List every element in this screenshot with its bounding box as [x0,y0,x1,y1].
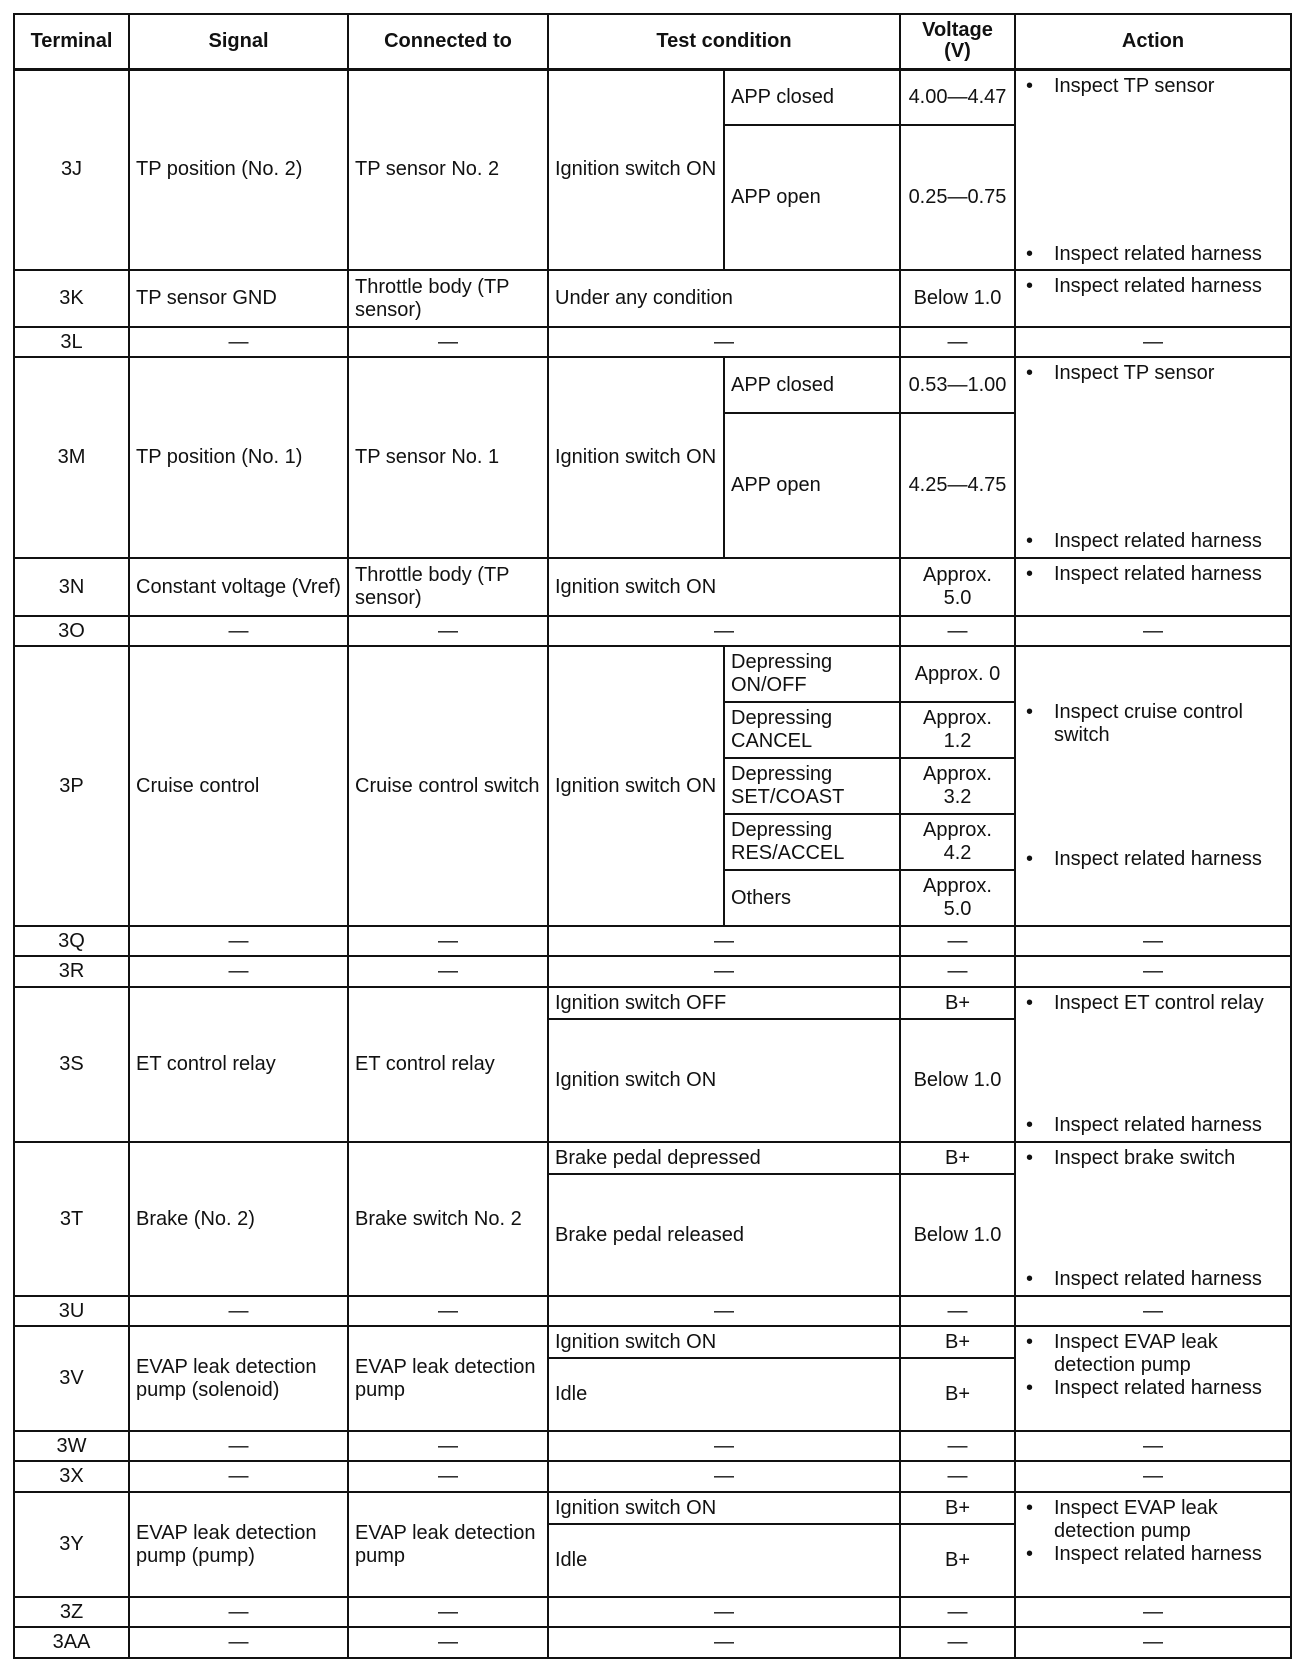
action-item [1022,530,1284,553]
action-cell: — [1015,1461,1291,1492]
signal-cell: — [129,956,348,987]
signal-cell: — [129,327,348,357]
action-list [1022,1497,1284,1592]
bullet-icon: • [1026,362,1034,384]
test-condition: — [548,956,900,987]
voltage-cell: Below 1.0 [900,1174,1015,1296]
test-condition-sub: Depressing SET/COAST [724,758,900,814]
connected-to-cell: — [348,1461,548,1492]
action-cell: — [1015,956,1291,987]
bullet-icon: • [1026,242,1034,265]
action-cell: — [1015,616,1291,646]
action-text: Inspect cruise control switch [1054,701,1243,747]
terminal-cell: 3Q [14,926,129,956]
terminal-cell: 3T [14,1142,129,1296]
terminal-cell: 3V [14,1326,129,1431]
test-condition: — [548,926,900,956]
terminal-cell: 3L [14,327,129,357]
test-condition: Ignition switch ON [548,558,900,616]
connected-to-cell: Throttle body (TP sensor) [348,558,548,616]
connected-to-cell: — [348,956,548,987]
test-condition-sub: APP open [724,413,900,558]
terminal-cell: 3Z [14,1597,129,1627]
action-cell [1015,1326,1291,1431]
voltage-cell: B+ [900,1358,1015,1431]
action-cell: — [1015,1296,1291,1326]
connected-to-cell: — [348,616,548,646]
voltage-cell: 4.25—4.75 [900,413,1015,558]
action-cell [1015,1492,1291,1597]
bullet-icon: • [1026,1114,1034,1136]
connected-to-cell: TP sensor No. 2 [348,69,548,270]
bullet-icon: • [1026,275,1034,297]
action-cell [1015,270,1291,327]
test-condition: Ignition switch ON [548,1326,900,1358]
voltage-cell: Approx. 0 [900,646,1015,702]
table-row [14,987,1291,1019]
terminal-cell: 3O [14,616,129,646]
table-row [14,1627,1291,1658]
signal-cell: EVAP leak detection pump (pump) [129,1492,348,1597]
action-item [1022,1331,1284,1377]
header-terminal: Terminal [14,14,129,69]
terminal-cell: 3AA [14,1627,129,1658]
test-condition: — [548,1461,900,1492]
connected-to-cell: Cruise control switch [348,646,548,926]
voltage-cell: B+ [900,1326,1015,1358]
signal-cell: ET control relay [129,987,348,1142]
action-text: Inspect TP sensor [1054,74,1215,97]
bullet-icon: • [1026,1543,1034,1565]
signal-cell: — [129,1627,348,1658]
bullet-icon: • [1026,74,1034,97]
action-cell [1015,357,1291,558]
action-list [1022,651,1284,921]
connected-to-cell: TP sensor No. 1 [348,357,548,558]
action-list [1022,1331,1284,1426]
bullet-icon: • [1026,530,1034,552]
bullet-icon: • [1026,847,1034,870]
action-cell [1015,69,1291,270]
test-condition-main: Ignition switch ON [548,646,724,926]
action-cell: — [1015,327,1291,357]
terminal-cell: 3P [14,646,129,926]
voltage-cell: — [900,1431,1015,1461]
header-action: Action [1015,14,1291,69]
table-row [14,327,1291,357]
voltage-cell: B+ [900,1492,1015,1524]
action-list [1022,992,1284,1137]
terminal-cell: 3X [14,1461,129,1492]
action-list [1022,362,1284,553]
voltage-cell: Approx. 4.2 [900,814,1015,870]
action-cell: — [1015,1627,1291,1658]
table-row [14,956,1291,987]
voltage-cell: B+ [900,1524,1015,1597]
voltage-cell: Approx. 5.0 [900,558,1015,616]
header-signal: Signal [129,14,348,69]
terminal-cell: 3M [14,357,129,558]
action-item [1022,1497,1284,1543]
terminal-cell: 3S [14,987,129,1142]
test-condition-sub: Depressing CANCEL [724,702,900,758]
test-condition: Under any condition [548,270,900,327]
voltage-cell: 0.25—0.75 [900,125,1015,270]
voltage-cell: — [900,1296,1015,1326]
action-item [1022,1543,1284,1566]
action-item [1022,848,1284,871]
table-row [14,926,1291,956]
connected-to-cell: — [348,1296,548,1326]
table-row [14,69,1291,125]
action-text: Inspect ET control relay [1054,992,1264,1014]
test-condition: — [548,1627,900,1658]
test-condition: Ignition switch ON [548,1492,900,1524]
action-text: Inspect related harness [1054,1543,1262,1565]
action-cell [1015,987,1291,1142]
action-text: Inspect related harness [1054,563,1262,585]
terminal-cell: 3N [14,558,129,616]
action-item [1022,362,1284,385]
table-row [14,1431,1291,1461]
signal-cell: — [129,926,348,956]
action-item [1022,275,1284,298]
connected-to-cell: Brake switch No. 2 [348,1142,548,1296]
test-condition: Ignition switch ON [548,1019,900,1142]
voltage-cell: — [900,1461,1015,1492]
terminal-cell: 3Y [14,1492,129,1597]
test-condition: Idle [548,1358,900,1431]
action-text: Inspect related harness [1054,242,1262,265]
header-connected-to: Connected to [348,14,548,69]
test-condition: Idle [548,1524,900,1597]
action-text: Inspect related harness [1054,847,1262,870]
voltage-cell: Below 1.0 [900,270,1015,327]
signal-cell: — [129,1431,348,1461]
action-text: Inspect related harness [1054,1114,1262,1136]
signal-cell: — [129,1296,348,1326]
test-condition: Ignition switch OFF [548,987,900,1019]
connected-to-cell: — [348,1597,548,1627]
test-condition-main: Ignition switch ON [548,357,724,558]
test-condition-sub: APP closed [724,357,900,413]
table-row [14,1492,1291,1524]
voltage-cell: 4.00—4.47 [900,69,1015,125]
test-condition: Brake pedal depressed [548,1142,900,1174]
action-list [1022,275,1284,322]
test-condition: — [548,327,900,357]
table-row [14,1461,1291,1492]
header-test-condition: Test condition [548,14,900,69]
action-text: Inspect brake switch [1054,1147,1236,1169]
signal-cell: Brake (No. 2) [129,1142,348,1296]
signal-cell: — [129,1461,348,1492]
signal-cell: EVAP leak detection pump (solenoid) [129,1326,348,1431]
signal-cell: TP position (No. 1) [129,357,348,558]
voltage-cell: — [900,327,1015,357]
table-row [14,558,1291,616]
connected-to-cell: ET control relay [348,987,548,1142]
action-item [1022,75,1284,98]
action-list [1022,563,1284,611]
terminal-cell: 3R [14,956,129,987]
connected-to-cell: — [348,327,548,357]
voltage-cell: B+ [900,987,1015,1019]
terminal-table [13,13,1292,1659]
action-text: Inspect related harness [1054,1377,1262,1399]
action-item [1022,243,1284,266]
table-row [14,270,1291,327]
connected-to-cell: EVAP leak detection pump [348,1492,548,1597]
action-text: Inspect EVAP leak detection pump [1054,1497,1218,1542]
action-item [1022,1268,1284,1291]
action-text: Inspect EVAP leak detection pump [1054,1331,1218,1376]
table-row [14,1326,1291,1358]
bullet-icon: • [1026,1268,1034,1290]
voltage-cell: Approx. 3.2 [900,758,1015,814]
test-condition: — [548,1431,900,1461]
action-cell [1015,1142,1291,1296]
signal-cell: TP sensor GND [129,270,348,327]
action-item [1022,1377,1284,1400]
test-condition-main: Ignition switch ON [548,69,724,270]
terminal-cell: 3K [14,270,129,327]
test-condition-sub: Depressing ON/OFF [724,646,900,702]
voltage-cell: — [900,616,1015,646]
table-row [14,616,1291,646]
action-item [1022,563,1284,586]
action-text: Inspect related harness [1054,1268,1262,1290]
signal-cell: Constant voltage (Vref) [129,558,348,616]
bullet-icon: • [1026,563,1034,585]
action-list [1022,75,1284,266]
test-condition: Brake pedal released [548,1174,900,1296]
test-condition-sub: APP open [724,125,900,270]
action-item [1022,1147,1284,1170]
signal-cell: — [129,1597,348,1627]
action-item [1022,992,1284,1015]
voltage-cell: — [900,956,1015,987]
bullet-icon: • [1026,701,1034,724]
signal-cell: Cruise control [129,646,348,926]
voltage-cell: Below 1.0 [900,1019,1015,1142]
table-row [14,1142,1291,1174]
action-cell: — [1015,1431,1291,1461]
action-cell [1015,646,1291,926]
test-condition: — [548,1597,900,1627]
voltage-cell: — [900,926,1015,956]
action-text: Inspect related harness [1054,275,1262,297]
action-list [1022,1147,1284,1291]
connected-to-cell: EVAP leak detection pump [348,1326,548,1431]
action-cell: — [1015,926,1291,956]
action-item [1022,701,1284,747]
action-cell [1015,558,1291,616]
voltage-cell: — [900,1597,1015,1627]
terminal-cell: 3J [14,69,129,270]
action-item [1022,1114,1284,1137]
action-cell: — [1015,1597,1291,1627]
voltage-cell: Approx. 1.2 [900,702,1015,758]
bullet-icon: • [1026,992,1034,1014]
signal-cell: TP position (No. 2) [129,69,348,270]
test-condition-sub: APP closed [724,69,900,125]
table-row [14,1296,1291,1326]
connected-to-cell: Throttle body (TP sensor) [348,270,548,327]
connected-to-cell: — [348,1627,548,1658]
connected-to-cell: — [348,1431,548,1461]
voltage-cell: — [900,1627,1015,1658]
header-voltage: Voltage (V) [900,14,1015,69]
table-row [14,1597,1291,1627]
bullet-icon: • [1026,1377,1034,1399]
bullet-icon: • [1026,1497,1034,1519]
voltage-cell: B+ [900,1142,1015,1174]
test-condition-sub: Depressing RES/ACCEL [724,814,900,870]
terminal-cell: 3U [14,1296,129,1326]
connected-to-cell: — [348,926,548,956]
bullet-icon: • [1026,1331,1034,1353]
action-text: Inspect related harness [1054,530,1262,552]
table-row [14,646,1291,702]
signal-cell: — [129,616,348,646]
terminal-cell: 3W [14,1431,129,1461]
bullet-icon: • [1026,1147,1034,1169]
voltage-cell: Approx. 5.0 [900,870,1015,926]
header-row [14,14,1291,69]
test-condition: — [548,1296,900,1326]
test-condition: — [548,616,900,646]
voltage-cell: 0.53—1.00 [900,357,1015,413]
table-row [14,357,1291,413]
test-condition-sub: Others [724,870,900,926]
action-text: Inspect TP sensor [1054,362,1215,384]
